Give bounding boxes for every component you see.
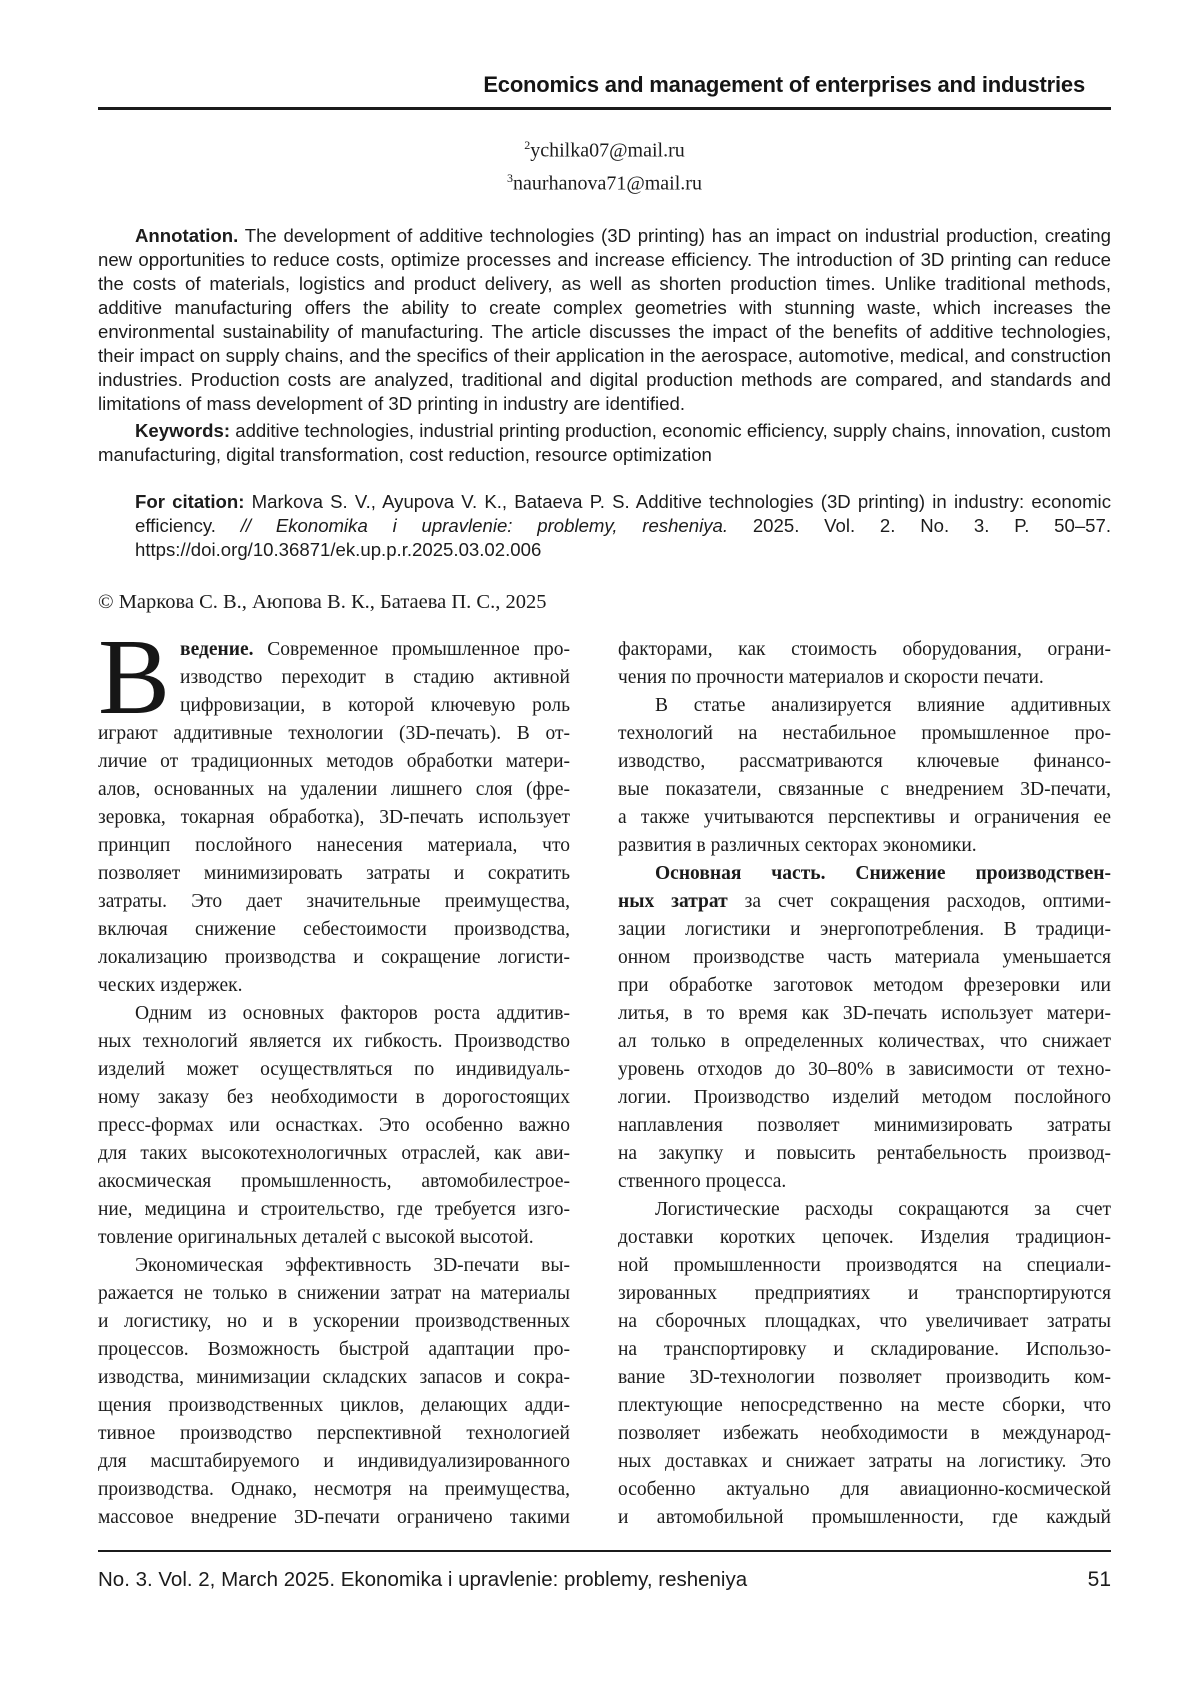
text-line [98, 832, 570, 860]
citation-label: For citation: [135, 491, 245, 513]
text-line [618, 1028, 1111, 1056]
text-line [98, 1392, 570, 1420]
text-segment: вые показатели, связанные с внедрением 3D-печати, [618, 779, 1111, 801]
text-segment: Экономическая эффективность 3D-печати вы- [135, 1255, 570, 1277]
body-paragraph [618, 692, 1111, 860]
text-segment: включая снижение себестоимости производства, [98, 919, 570, 941]
text-line [98, 916, 570, 944]
annotation-text: The development of additive technologies (3D printing) has an impact on industrial production, creating new opportunities to reduce costs, optimize processes and increase efficiency. The introduction of 3D printing can reduce the costs of materials, logistics and product delivery, as well as shorten production times. Unlike traditional methods, additive manufacturing offers the ability to create complex geometries with stunning waste, which increases the environmental sustainability of manufacturing. The article discusses the impact of the benefits of additive technologies, their impact on supply chains, and the specifics of their application in the aerospace, automotive, medical, and construction industries. Production costs are analyzed, traditional and digital production methods are compared, and standards and limitations of mass development of 3D printing in industry are identified. [98, 225, 1111, 415]
text-segment: позволяет минимизировать затраты и сократить [98, 863, 570, 885]
text-segment: тивное производство перспективной технологией [98, 1423, 570, 1445]
text-line [618, 944, 1111, 972]
body-paragraph [98, 618, 570, 1000]
text-segment: ных технологий является их гибкость. Производство [98, 1031, 570, 1053]
text-segment: личие от традиционных методов обработки матери- [98, 751, 570, 773]
text-segment: Логистические расходы сокращаются за счет [655, 1199, 1111, 1221]
body-paragraph [618, 1196, 1111, 1532]
text-segment: Одним из основных факторов роста аддитив- [135, 1003, 570, 1025]
keywords-text: additive technologies, industrial printing production, economic efficiency, supply chains, innovation, custom manufacturing, digital transformation, cost reduction, resource optimization [98, 420, 1112, 466]
text-line [98, 860, 570, 888]
text-line [98, 1140, 570, 1168]
page-number: 51 [1087, 1568, 1111, 1592]
text-segment: В статье анализируется влияние аддитивных [655, 695, 1111, 717]
text-segment: позволяет избежать необходимости в международ- [618, 1423, 1111, 1445]
text-line [618, 636, 1111, 664]
text-line [98, 748, 570, 776]
text-line [618, 1364, 1111, 1392]
text-line [618, 1504, 1111, 1532]
citation-journal-name: // Ekonomika i upravlenie: problemy, resheniya. [240, 515, 729, 537]
text-line [618, 1476, 1111, 1504]
text-line [98, 1252, 570, 1280]
article-column-2 [618, 636, 1111, 1532]
footer [98, 1568, 1111, 1592]
text-line [618, 1392, 1111, 1420]
text-segment: зации логистики и энергопотребления. В традици- [618, 919, 1111, 941]
text-segment: на закупку и повысить рентабельность производ- [618, 1143, 1111, 1165]
text-segment: для масштабируемого и индивидуализированного [98, 1451, 570, 1473]
text-segment: логии. Производство изделий методом послойного [618, 1087, 1111, 1109]
text-line [618, 1280, 1111, 1308]
body-paragraph [618, 636, 1111, 692]
text-line [618, 860, 1111, 888]
text-segment: затраты. Это дает значительные преимущества, [98, 891, 570, 913]
text-segment: играют аддитивные технологии (3D-печать). В от- [98, 723, 570, 745]
text-line [98, 1336, 570, 1364]
text-segment: локализацию производства и сокращение логисти- [98, 947, 570, 969]
email-superscript: 3 [507, 170, 514, 185]
text-line [618, 1196, 1111, 1224]
text-line [618, 1252, 1111, 1280]
text-line [618, 1168, 1111, 1196]
annotation-paragraph [98, 224, 1111, 416]
citation-text: 2025. Vol. 2. No. 3. P. 50–57. https://doi.org/10.36871/ek.up.p.r.2025.03.02.006 [135, 515, 1112, 561]
text-line [98, 888, 570, 916]
text-line [98, 1364, 570, 1392]
text-line [618, 1112, 1111, 1140]
text-line [618, 1084, 1111, 1112]
text-line [618, 1224, 1111, 1252]
text-line [98, 1028, 570, 1056]
text-segment: за счет сокращения расходов, оптими- [727, 891, 1111, 913]
text-segment: факторами, как стоимость оборудования, ограни- [618, 639, 1111, 661]
text-line [98, 1224, 570, 1252]
email-line [98, 132, 1111, 165]
body-paragraph [618, 860, 1111, 1196]
text-segment: пресс-формах или оснастках. Это особенно важно [98, 1115, 570, 1137]
article-column-1 [98, 618, 570, 1532]
text-segment: особенно актуально для авиационно-космической [618, 1479, 1111, 1501]
text-line [618, 972, 1111, 1000]
text-segment: при обработке заготовок методом фрезеровки или [618, 975, 1111, 997]
text-segment: литья, в то время как 3D-печать использует матери- [618, 1003, 1111, 1025]
text-segment: уровень отходов до 30–80% в зависимости от техно- [618, 1059, 1111, 1081]
drop-cap: В [98, 618, 171, 738]
text-line [618, 776, 1111, 804]
running-head-title: Economics and management of enterprises and industries [483, 72, 1085, 97]
email-line [98, 165, 1111, 198]
text-segment: для таких высокотехнологичных отраслей, как ави- [98, 1143, 570, 1165]
bold-text-segment: ведение. [180, 639, 254, 661]
citation-paragraph [135, 490, 1111, 562]
annotation-label: Annotation. [135, 225, 239, 247]
text-segment: товление оригинальных деталей с высокой высотой. [98, 1227, 534, 1249]
text-line [98, 1308, 570, 1336]
text-line [618, 664, 1111, 692]
text-segment: изделий может осуществляться по индивидуаль- [98, 1059, 570, 1081]
text-segment: ных доставках и снижает затраты на логистику. Это [618, 1451, 1111, 1473]
text-line [98, 720, 570, 748]
text-segment: цифровизации, в которой ключевую роль [180, 695, 570, 717]
text-line [98, 944, 570, 972]
text-segment: развития в различных секторах экономики. [618, 835, 977, 857]
bold-text-segment: Основная часть. Снижение производствен- [655, 863, 1111, 885]
body-paragraph [98, 1000, 570, 1252]
text-line [98, 1084, 570, 1112]
text-line [618, 804, 1111, 832]
text-line [98, 1056, 570, 1084]
article-columns [98, 618, 1111, 1532]
text-line [618, 1056, 1111, 1084]
text-line [618, 1000, 1111, 1028]
text-segment: ал только в определенных количествах, что снижает [618, 1031, 1111, 1053]
text-line [618, 1336, 1111, 1364]
text-line [618, 1308, 1111, 1336]
body-paragraph [98, 1252, 570, 1532]
text-line [618, 1420, 1111, 1448]
text-line [98, 1504, 570, 1532]
text-segment: щения производственных циклов, делающих адди- [98, 1395, 570, 1417]
text-line [618, 832, 1111, 860]
text-segment: производства. Однако, несмотря на преимущества, [98, 1479, 570, 1501]
text-segment: изводства, минимизации складских запасов и сокра- [98, 1367, 570, 1389]
text-segment: ражается не только в снижении затрат на материалы [98, 1283, 570, 1305]
text-segment: чения по прочности материалов и скорости печати. [618, 667, 1044, 689]
text-line [98, 1112, 570, 1140]
text-line [98, 1000, 570, 1028]
text-line [98, 1168, 570, 1196]
text-segment: на сборочных площадках, что увеличивает затраты [618, 1311, 1111, 1333]
text-segment: ственного процесса. [618, 1171, 787, 1193]
text-segment: изводство переходит в стадию активной [180, 667, 570, 689]
text-segment: вание 3D-технологии позволяет производить ком- [618, 1367, 1111, 1389]
text-line [98, 1476, 570, 1504]
citation-text: Markova S. V., Ayupova V. K., Bataeva P. S. Additive technologies (3D printing) in industry: economic efficiency. [135, 491, 1111, 537]
copyright-line: © Маркова С. В., Аюпова В. К., Батаева П. С., 2025 [98, 591, 547, 614]
text-segment: ному заказу без необходимости в дорогостоящих [98, 1087, 570, 1109]
header-rule [98, 107, 1111, 110]
text-line [98, 1420, 570, 1448]
text-segment: и автомобильной промышленности, где каждый [618, 1507, 1111, 1529]
text-line [618, 720, 1111, 748]
text-segment: плектующие непосредственно на месте сборки, что [618, 1395, 1111, 1417]
email-superscript: 2 [524, 138, 531, 152]
keywords-label: Keywords: [135, 420, 231, 442]
author-emails [98, 132, 1111, 197]
text-line [618, 888, 1111, 916]
text-segment: зированных предприятиях и транспортируются [618, 1283, 1111, 1305]
text-line [98, 1280, 570, 1308]
text-segment: ние, медицина и строительство, где требуется изго- [98, 1199, 570, 1221]
text-segment: доставки коротких цепочек. Изделия традицион- [618, 1227, 1111, 1249]
text-line [98, 1196, 570, 1224]
text-segment: алов, основанных на удалении лишнего слоя (фре- [98, 779, 570, 801]
text-segment: технологий на нестабильное промышленное про- [618, 723, 1111, 745]
bold-text-segment: ных затрат [618, 891, 728, 913]
text-segment: изводство, рассматриваются ключевые финансо- [618, 751, 1111, 773]
email-address: ychilka07@mail.ru [530, 139, 685, 162]
text-line [618, 692, 1111, 720]
text-segment: ческих издержек. [98, 975, 243, 997]
text-line [618, 916, 1111, 944]
text-segment: ной промышленности производятся на специали- [618, 1255, 1111, 1277]
text-line [98, 972, 570, 1000]
text-segment: на транспортировку и складирование. Использо- [618, 1339, 1111, 1361]
text-segment: а также учитываются перспективы и ограничения ее [618, 807, 1111, 829]
text-line [618, 1448, 1111, 1476]
footer-journal-info: No. 3. Vol. 2, March 2025. Ekonomika i upravlenie: problemy, resheniya [98, 1568, 748, 1592]
text-segment: процессов. Возможность быстрой адаптации про- [98, 1339, 570, 1361]
text-segment: массовое внедрение 3D-печати ограничено такими [98, 1507, 570, 1529]
email-address: naurhanova71@mail.ru [513, 172, 702, 195]
text-segment: принцип послойного нанесения материала, что [98, 835, 570, 857]
text-line [618, 748, 1111, 776]
text-segment: онном производстве часть материала уменьшается [618, 947, 1111, 969]
footer-rule [98, 1550, 1111, 1552]
text-line [98, 804, 570, 832]
text-segment: акосмическая промышленность, автомобилестрое- [98, 1171, 570, 1193]
text-segment: зеровка, токарная обработка), 3D-печать использует [98, 807, 570, 829]
text-line [618, 1140, 1111, 1168]
text-segment: наплавления позволяет минимизировать затраты [618, 1115, 1111, 1137]
keywords-paragraph [98, 419, 1111, 467]
text-line [98, 1448, 570, 1476]
text-line [98, 776, 570, 804]
text-segment: Современное промышленное про- [253, 639, 570, 661]
text-segment: и логистику, но и в ускорении производственных [98, 1311, 570, 1333]
